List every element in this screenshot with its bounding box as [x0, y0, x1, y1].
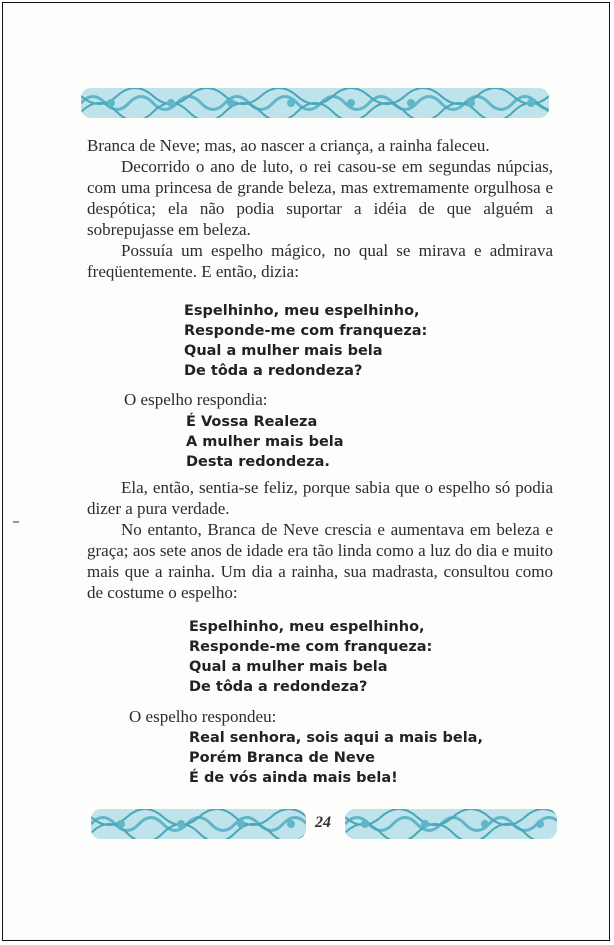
paragraph-4: Ela, então, sentia-se feliz, porque sabia que o espelho só podia dizer a pura verdade.: [87, 478, 553, 518]
verse-line: Espelhinho, meu espelhinho,: [184, 303, 420, 319]
paragraph-3: Possuía um espelho mágico, no qual se mirava e admirava freqüentemente. E então, dizia:: [87, 241, 553, 281]
verse-line: De tôda a redondeza?: [184, 363, 363, 379]
verse-line: A mulher mais bela: [186, 434, 344, 450]
verse-line: Espelhinho, meu espelhinho,: [189, 619, 425, 635]
verse-1: [184, 301, 427, 381]
verse-line: Desta redondeza.: [186, 454, 330, 470]
page-number: 24: [315, 814, 331, 831]
margin-mark: [13, 521, 19, 523]
ornament-scroll-icon: [345, 809, 557, 839]
book-page: [2, 2, 610, 941]
bottom-right-ornament-border: [345, 809, 557, 839]
verse-line: Porém Branca de Neve: [189, 750, 375, 766]
verse-line: De tôda a redondeza?: [189, 679, 368, 695]
mirror-responded-line-2: O espelho respondeu:: [129, 707, 277, 726]
verse-line: Responde-me com franqueza:: [184, 323, 428, 339]
paragraph-1: Branca de Neve; mas, ao nascer a criança, a rainha faleceu.: [87, 136, 490, 155]
paragraph-2: Decorrido o ano de luto, o rei casou-se em segundas núpcias, com uma princesa de grande beleza, mas extremamente orgulhosa e despótica; ela não podia suportar a idéia de que alguém a sobrepujasse em beleza.: [87, 157, 553, 239]
verse-2: [186, 412, 344, 472]
paragraph-5: No entanto, Branca de Neve crescia e aumentava em beleza e graça; aos sete anos de idade era tão linda como a luz do dia e muito mais que a rainha. Um dia a rainha, sua madrasta, consultou como de costume o espelho:: [87, 520, 553, 602]
bottom-left-ornament-border: [91, 809, 306, 839]
verse-line: É de vós ainda mais bela!: [189, 770, 398, 786]
verse-4: [189, 728, 483, 788]
verse-line: É Vossa Realeza: [186, 414, 318, 430]
verse-3: [189, 617, 432, 697]
mirror-responded-line-1: O espelho respondia:: [124, 390, 268, 409]
verse-line: Qual a mulher mais bela: [184, 343, 383, 359]
text-block-top: [87, 135, 553, 282]
text-block-middle: [87, 477, 553, 603]
verse-line: Real senhora, sois aqui a mais bela,: [189, 730, 483, 746]
verse-line: Responde-me com franqueza:: [189, 639, 433, 655]
verse-line: Qual a mulher mais bela: [189, 659, 388, 675]
ornament-scroll-icon: [91, 809, 306, 839]
ornament-scroll-icon: [81, 88, 549, 118]
top-ornament-border: [81, 88, 549, 118]
